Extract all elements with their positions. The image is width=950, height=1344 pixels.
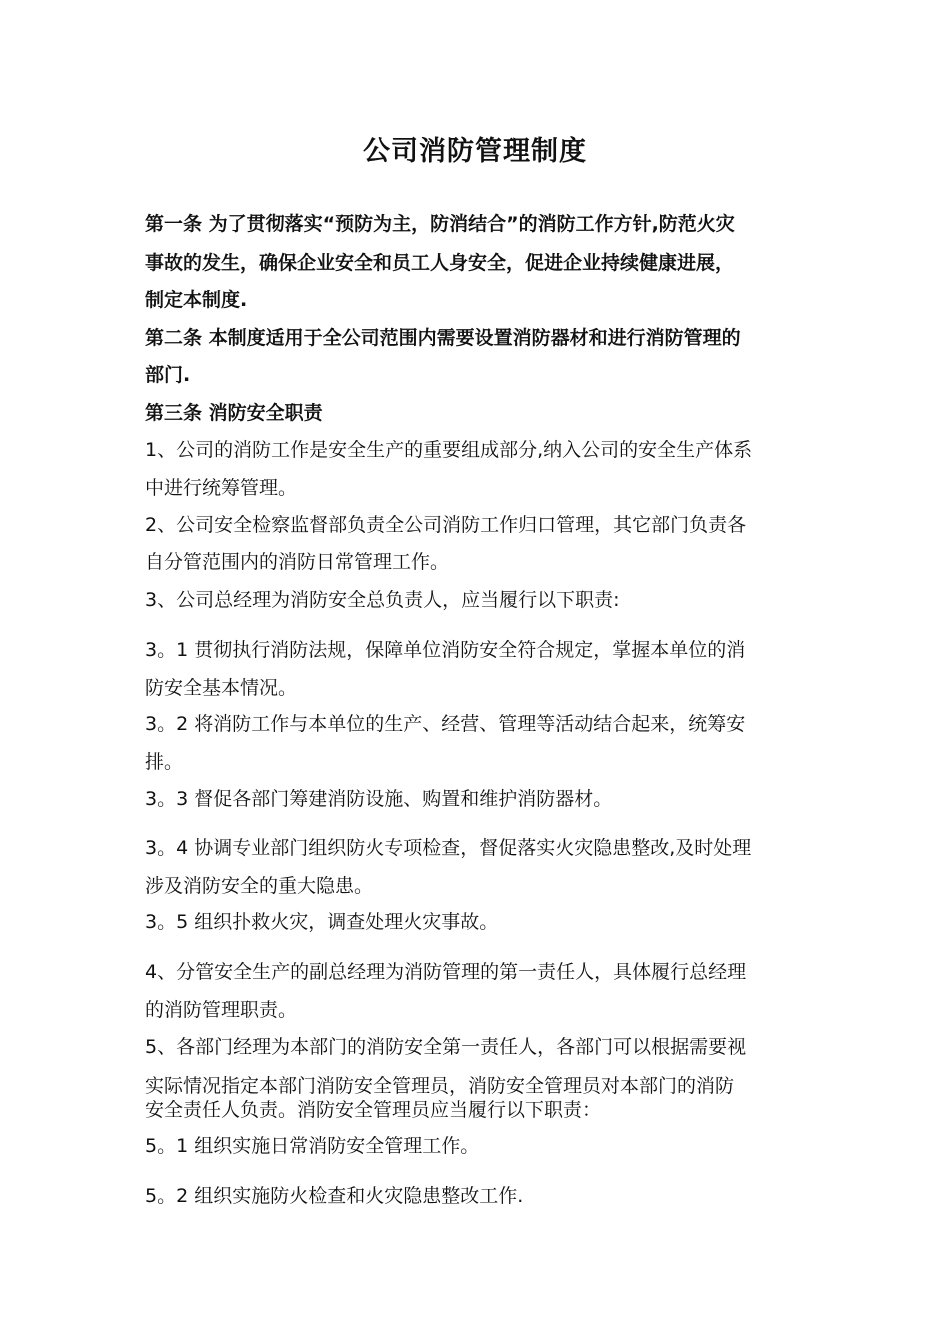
article-1-line-3: 制定本制度.: [145, 289, 248, 311]
clause-3-line-1: 3、公司总经理为消防安全总负责人，应当履行以下职责:: [145, 589, 620, 611]
clause-2-line-1: 2、公司安全检察监督部负责全公司消防工作归口管理，其它部门负责各: [145, 514, 747, 536]
clause-5-line-1: 5、各部门经理为本部门的消防安全第一责任人，各部门可以根据需要视: [145, 1036, 747, 1058]
clause-4-line-1: 4、分管安全生产的副总经理为消防管理的第一责任人，具体履行总经理: [145, 961, 747, 983]
clause-3-5-line-1: 3。5 组织扑救火灾，调查处理火灾事故。: [145, 911, 499, 933]
clause-3-2-line-1: 3。2 将消防工作与本单位的生产、经营、管理等活动结合起来，统筹安: [145, 713, 746, 735]
article-3-heading: 第三条 消防安全职责: [145, 402, 323, 424]
clause-3-3-line-1: 3。3 督促各部门筹建消防设施、购置和维护消防器材。: [145, 788, 613, 810]
document-title: 公司消防管理制度: [363, 136, 587, 167]
clause-2-line-2: 自分管范围内的消防日常管理工作。: [145, 551, 450, 573]
article-2-line-1: 第二条 本制度适用于全公司范围内需要设置消防器材和进行消防管理的: [145, 327, 741, 349]
article-1-line-2: 事故的发生，确保企业安全和员工人身安全，促进企业持续健康进展，: [145, 252, 735, 274]
clause-5-line-2: 实际情况指定本部门消防安全管理员，消防安全管理员对本部门的消防: [145, 1075, 735, 1097]
clause-5-line-3: 安全责任人负责。消防安全管理员应当履行以下职责：: [145, 1099, 602, 1121]
article-2-line-2: 部门.: [145, 364, 191, 386]
clause-3-1-line-2: 防安全基本情况。: [145, 677, 298, 699]
clause-5-1-line-1: 5。1 组织实施日常消防安全管理工作。: [145, 1135, 480, 1157]
clause-3-4-line-2: 涉及消防安全的重大隐患。: [145, 875, 374, 897]
clause-3-4-line-1: 3。4 协调专业部门组织防火专项检查，督促落实火灾隐患整改,及时处理: [145, 837, 752, 859]
clause-3-2-line-2: 排。: [145, 751, 184, 773]
clause-3-1-line-1: 3。1 贯彻执行消防法规，保障单位消防安全符合规定，掌握本单位的消: [145, 639, 746, 661]
clause-1-line-2: 中进行统筹管理。: [145, 477, 298, 499]
clause-5-2-line-1: 5。2 组织实施防火检查和火灾隐患整改工作.: [145, 1185, 524, 1207]
article-1-line-1: 第一条 为了贯彻落实“预防为主，防消结合”的消防工作方针,防范火灾: [145, 213, 735, 235]
clause-1-line-1: 1、公司的消防工作是安全生产的重要组成部分,纳入公司的安全生产体系: [145, 439, 753, 461]
clause-4-line-2: 的消防管理职责。: [145, 999, 298, 1021]
